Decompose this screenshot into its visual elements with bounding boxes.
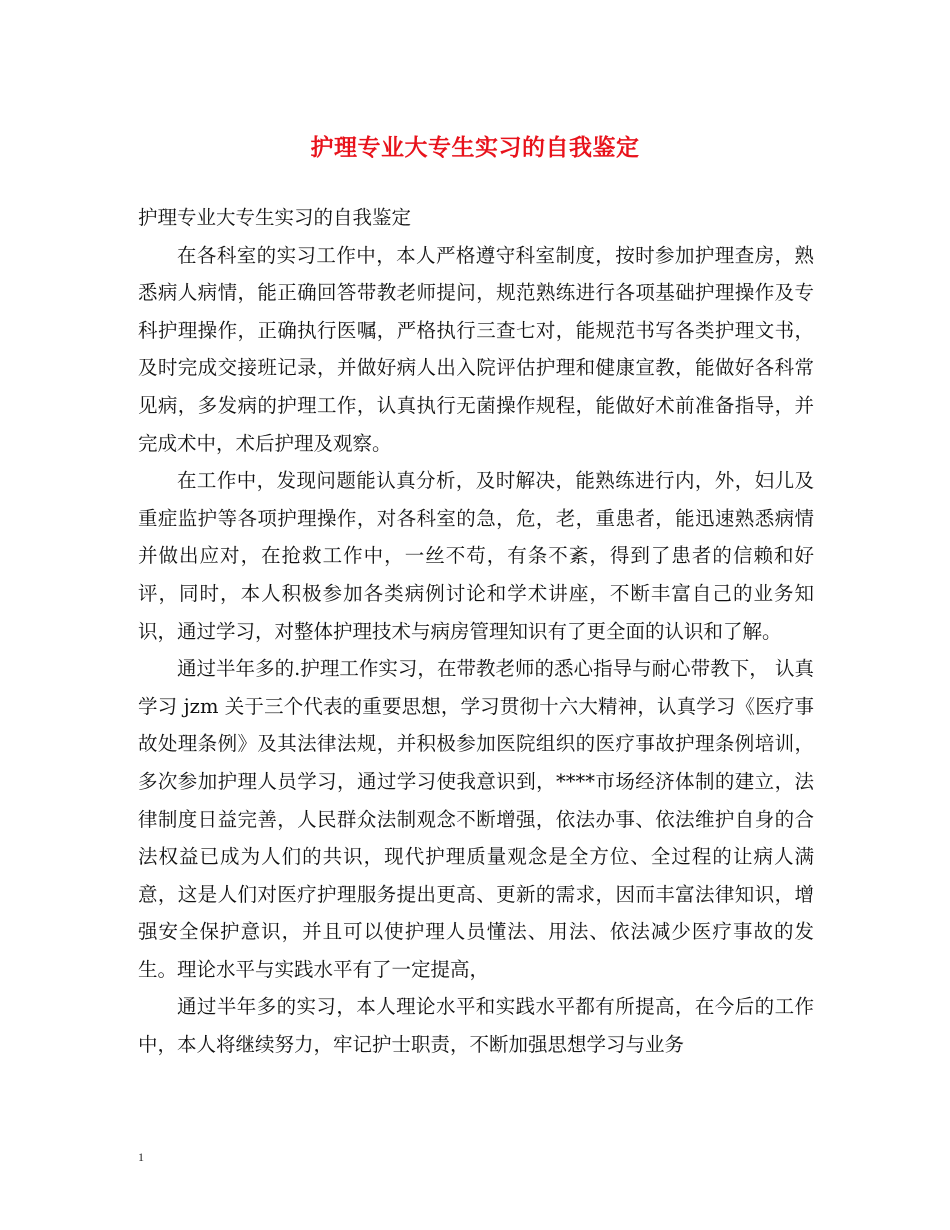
document-subtitle: 护理专业大专生实习的自我鉴定 [138, 206, 412, 229]
paragraph-future-plans: 通过半年多的实习，本人理论水平和实践水平都有所提高，在今后的工作中，本人将继续努力，牢记护士职责，不断加强思想学习与业务 [138, 995, 814, 1057]
paragraph-problem-solving: 在工作中，发现问题能认真分析，及时解决，能熟练进行内，外，妇儿及重症监护等各项护理操作，对各科室的急，危，老，重患者，能迅速熟悉病情并做出应对，在抢救工作中，一丝不苟，有条不紊，得到了患者的信赖和好评，同时，本人积极参加各类病例讨论和学术讲座，不断丰富自己的业务知识，通过学习，对整体护理技术与病房管理知识有了更全面的认识和了解。 [138, 469, 814, 643]
page-number: 1 [138, 1150, 144, 1164]
paragraph-legal-learning: 通过半年多的.护理工作实习，在带教老师的悉心指导与耐心带教下， 认真学习 jzm 关于三个代表的重要思想，学习贯彻十六大精神，认真学习《医疗事故处理条例》及其法律法规，并积极参加医院组织的医疗事故护理条例培训，多次参加护理人员学习，通过学习使我意识到，****市场经济体制的建立，法律制度日益完善，人民群众法制观念不断增强，依法办事、依法维护自身的合法权益已成为人们的共识，现代护理质量观念是全方位、全过程的让病人满意，这是人们对医疗护理服务提出更高、更新的需求，因而丰富法律知识，增强安全保护意识，并且可以使护理人员懂法、用法、依法减少医疗事故的发生。理论水平与实践水平有了一定提高， [138, 657, 814, 981]
paragraph-internship-duties: 在各科室的实习工作中，本人严格遵守科室制度，按时参加护理查房，熟悉病人病情，能正确回答带教老师提问，规范熟练进行各项基础护理操作及专科护理操作，正确执行医嘱，严格执行三查七对，能规范书写各类护理文书，及时完成交接班记录，并做好病人出入院评估护理和健康宣教，能做好各科常见病，多发病的护理工作，认真执行无菌操作规程，能做好术前准备指导，并完成术中，术后护理及观察。 [138, 243, 814, 455]
document-title: 护理专业大专生实习的自我鉴定 [310, 134, 640, 161]
document-body [138, 199, 814, 1064]
